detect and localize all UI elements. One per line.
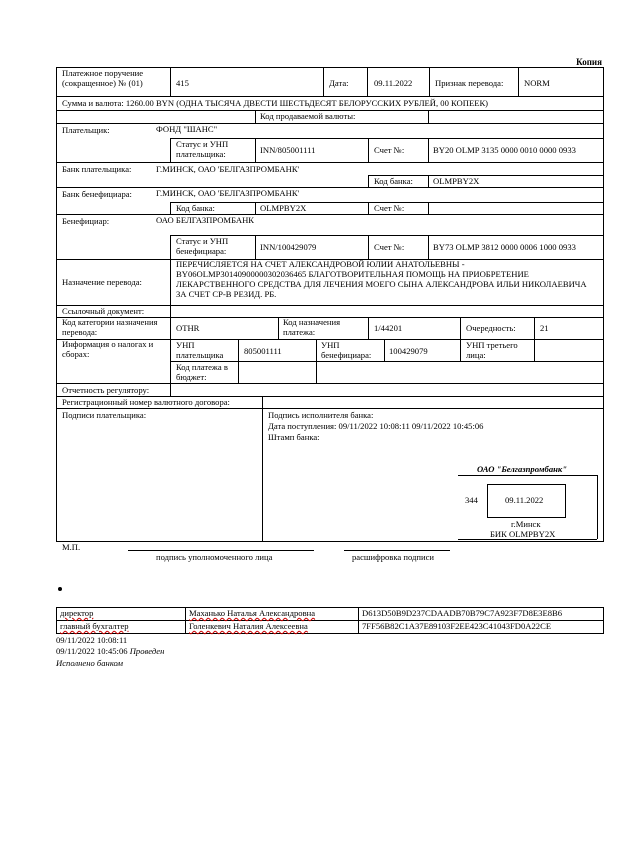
log-line-2-status: Проведен [129,646,165,656]
beneficiary-bank-label: Банк бенефициара: [62,189,132,199]
tax-beneficiary-unp: 100429079 [389,346,428,356]
beneficiary-inn: INN/100429079 [260,242,317,252]
payer-bank-code: OLMPBY2X [433,176,480,186]
reference-doc-label: Ссылочный документ: [62,306,145,316]
log-line-1: 09/11/2022 10:08:11 [56,635,128,645]
beneficiary-bank-name: Г.МИНСК, ОАО 'БЕЛГАЗПРОМБАНК' [156,188,300,198]
auth-sign-label: подпись уполномоченного лица [156,552,273,562]
log-line-3: Исполнено банком [56,658,123,668]
beneficiary-bank-code-label: Код банка: [176,203,215,213]
mp-label: М.П. [62,542,81,552]
transfer-sign-label: Признак перевода: [435,78,504,88]
category-value: OTHR [176,323,200,333]
regulator-report-label: Отчетность регулятору: [62,385,150,395]
sold-currency-code-label: Код продаваемой валюты: [260,111,356,121]
stamp-city: г.Минск [511,519,541,529]
payer-label: Плательщик: [62,125,110,135]
stamp-label: Штамп банка: [268,432,320,442]
payer-account: BY20 OLMP 3135 0000 0010 0000 0933 [433,145,576,155]
purpose-label: Назначение перевода: [62,277,142,287]
stamp-bank-name: ОАО "Белгазпромбанк" [477,464,568,474]
receipt-date: Дата поступления: 09/11/2022 10:08:11 09/11/2022 10:45:06 [268,421,484,431]
bank-sign-label: Подпись исполнителя банка: [268,410,374,420]
copy-label: Копия [576,57,602,67]
sign-decode-label: расшифровка подписи [352,552,435,562]
payer-status-unp-label: Статус и УНП плательщика: [176,139,229,159]
payer-signatures-label: Подписи плательщика: [62,410,147,420]
date-label: Дата: [329,78,349,88]
tax-beneficiary-unp-label: УНП бенефициара: [321,340,372,360]
tax-third-party-label: УНП третьего лица: [466,340,518,360]
payer-inn: INN/805001111 [260,145,316,155]
payer-bank-name: Г.МИНСК, ОАО 'БЕЛГАЗПРОМБАНК' [156,164,300,174]
beneficiary-name: ОАО БЕЛГАЗПРОМБАНК [156,215,255,225]
signer-hash: D613D50B9D237CDAADB70B79C7A923F7D8E3E8B6 [362,608,563,618]
contract-reg-label: Регистрационный номер валютного договора: [62,397,230,407]
beneficiary-label: Бенефициар: [62,216,110,226]
bullet-dot [58,587,62,591]
payer-bank-label: Банк плательщика: [62,164,132,174]
signer-role: главный бухгалтер [60,621,129,631]
log-line-2-time: 09/11/2022 10:45:06 [56,646,128,656]
stamp-date: 09.11.2022 [505,495,544,505]
signer-name: Маханько Наталья Александровна [189,608,316,618]
purpose-text: ПЕРЕЧИСЛЯЕТСЯ НА СЧЕТ АЛЕКСАНДРОВОЙ ЮЛИИ АНАТОЛЬЕВНЫ - BY06OLMP30140900000302036465 БЛАГОТВОРИТЕЛЬНАЯ ПОМОЩЬ НА ПРИОБРЕТЕНИЕ ЛЕКАРСТВЕННОГО СРЕДСТВА ДЛЯ ЛЕЧЕНИЯ МОЕГО СЫНА АЛЕКСАНДРОВА ИЛЬИ НИКОЛАЕВИЧА ЗА СЧЕТ СР-В РЕЗИД. РБ. [176,259,587,299]
stamp-number: 344 [465,495,478,505]
log-line-2 [56,647,164,657]
beneficiary-bank-code: OLMPBY2X [260,203,307,213]
purpose-code: 1/44201 [374,323,403,333]
beneficiary-account-label: Счет №: [374,242,405,252]
tax-info-label: Информация о налогах и сборах: [62,339,154,359]
doc-date: 09.11.2022 [374,78,413,88]
purpose-code-label: Код назначения платежа: [283,317,341,337]
budget-code-label: Код платежа в бюджет: [176,362,228,382]
tax-payer-unp: 805001111 [244,346,282,356]
priority-label: Очередность: [466,323,516,333]
signer-role: директор [60,608,94,618]
beneficiary-account: BY73 OLMP 3812 0000 0006 1000 0933 [433,242,576,252]
doc-number: 415 [176,78,189,88]
payer-name: ФОНД "ШАНС" [156,124,218,134]
signer-hash: 7FF56B82C1A37E89103F2EE423C41043FD0A22CE [362,621,552,631]
payer-account-label: Счет №: [374,145,405,155]
beneficiary-status-unp-label: Статус и УНП бенефициара: [176,236,229,256]
stamp-bic: БИК OLMPBY2X [490,529,556,539]
doc-title: Платежное поручение (сокращенное) № (01) [62,68,144,88]
signer-name: Голенкевич Наталия Алексеевна [189,621,308,631]
amount-line: Сумма и валюта: 1260.00 BYN (ОДНА ТЫСЯЧА ДВЕСТИ ШЕСТЬДЕСЯТ БЕЛОРУССКИХ РУБЛЕЙ, 00 КОПЕЕК) [62,98,489,108]
category-label: Код категории назначения перевода: [62,317,158,337]
beneficiary-bank-account-label: Счет №: [374,203,405,213]
transfer-sign-value: NORM [524,78,550,88]
tax-payer-unp-label: УНП плательщика [176,340,224,360]
payer-bank-code-label: Код банка: [374,176,413,186]
priority-value: 21 [540,323,549,333]
